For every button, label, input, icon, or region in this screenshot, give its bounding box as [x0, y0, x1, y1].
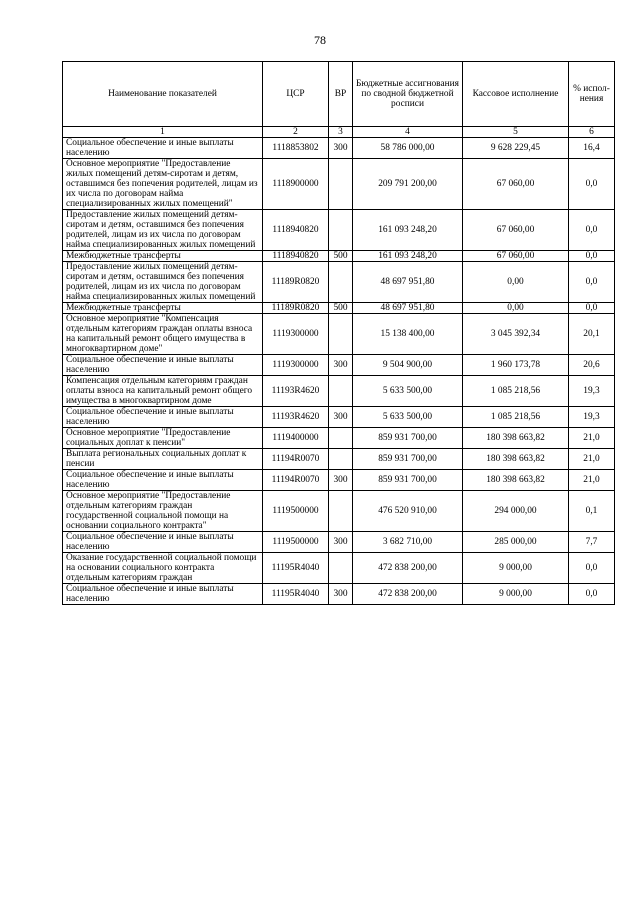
vr-code: 300 — [329, 407, 353, 428]
indicator-name: Межбюджетные трансферты — [63, 303, 263, 314]
csr-code: 1119500000 — [263, 491, 329, 532]
csr-code: 1118900000 — [263, 159, 329, 210]
execution-percent: 0,1 — [569, 491, 615, 532]
cash-executed: 9 000,00 — [463, 584, 569, 605]
indicator-name: Социальное обеспечение и иные выплаты населению — [63, 407, 263, 428]
execution-percent: 19,3 — [569, 407, 615, 428]
vr-code — [329, 553, 353, 584]
header-vr: ВР — [329, 62, 353, 127]
header-csr: ЦСР — [263, 62, 329, 127]
indicator-name: Основное мероприятие "Предоставление жилых помещений детям-сиротам и детям, оставшимся без попечения родителей, лицам из их числа по договорам найма специализированных жилых помещений" — [63, 159, 263, 210]
vr-code — [329, 491, 353, 532]
indicator-name: Оказание государственной социальной помощи на основании социального контракта отдельным категориям граждан — [63, 553, 263, 584]
vr-code — [329, 314, 353, 355]
table-row — [63, 251, 615, 262]
vr-code — [329, 210, 353, 251]
execution-percent: 0,0 — [569, 584, 615, 605]
table-row — [63, 303, 615, 314]
header-execution-percent: % испол-нения — [569, 62, 615, 127]
vr-code: 300 — [329, 470, 353, 491]
csr-code: 1119400000 — [263, 428, 329, 449]
budget-assigned: 5 633 500,00 — [353, 376, 463, 407]
indicator-name: Социальное обеспечение и иные выплаты населению — [63, 355, 263, 376]
budget-assigned: 15 138 400,00 — [353, 314, 463, 355]
indicator-name: Компенсация отдельным категориям граждан оплаты взноса на капитальный ремонт общего имущества в многоквартирном доме — [63, 376, 263, 407]
budget-assigned: 472 838 200,00 — [353, 553, 463, 584]
execution-percent: 0,0 — [569, 210, 615, 251]
table-row — [63, 553, 615, 584]
csr-code: 11193R4620 — [263, 407, 329, 428]
budget-assigned: 9 504 900,00 — [353, 355, 463, 376]
csr-code: 1118940820 — [263, 251, 329, 262]
cash-executed: 9 628 229,45 — [463, 138, 569, 159]
table-row — [63, 449, 615, 470]
cash-executed: 180 398 663,82 — [463, 470, 569, 491]
vr-code — [329, 376, 353, 407]
csr-code: 1119300000 — [263, 314, 329, 355]
execution-percent: 0,0 — [569, 262, 615, 303]
cash-executed: 1 085 218,56 — [463, 376, 569, 407]
csr-code: 11189R0820 — [263, 262, 329, 303]
csr-code: 1118940820 — [263, 210, 329, 251]
vr-code: 500 — [329, 303, 353, 314]
cash-executed: 67 060,00 — [463, 210, 569, 251]
vr-code — [329, 159, 353, 210]
execution-percent: 0,0 — [569, 303, 615, 314]
cash-executed: 180 398 663,82 — [463, 428, 569, 449]
csr-code: 1118853802 — [263, 138, 329, 159]
budget-assigned: 48 697 951,80 — [353, 303, 463, 314]
budget-execution-table — [62, 61, 615, 605]
execution-percent: 20,1 — [569, 314, 615, 355]
budget-assigned: 161 093 248,20 — [353, 251, 463, 262]
csr-code: 11195R4040 — [263, 553, 329, 584]
column-number: 3 — [329, 127, 353, 138]
cash-executed: 180 398 663,82 — [463, 449, 569, 470]
table-row — [63, 407, 615, 428]
csr-code: 11193R4620 — [263, 376, 329, 407]
vr-code — [329, 449, 353, 470]
indicator-name: Предоставление жилых помещений детям-сиротам и детям, оставшимся без попечения родителей, лицам из их числа по договорам найма специализированных жилых помещений — [63, 210, 263, 251]
cash-executed: 1 960 173,78 — [463, 355, 569, 376]
budget-assigned: 476 520 910,00 — [353, 491, 463, 532]
execution-percent: 20,6 — [569, 355, 615, 376]
table-row — [63, 159, 615, 210]
vr-code: 500 — [329, 251, 353, 262]
header-cash-execution: Кассовое исполнение — [463, 62, 569, 127]
column-number: 1 — [63, 127, 263, 138]
csr-code: 11194R0070 — [263, 449, 329, 470]
cash-executed: 1 085 218,56 — [463, 407, 569, 428]
cash-executed: 285 000,00 — [463, 532, 569, 553]
indicator-name: Социальное обеспечение и иные выплаты населению — [63, 532, 263, 553]
indicator-name: Основное мероприятие "Компенсация отдельным категориям граждан оплаты взноса на капитальный ремонт общего имущества в многоквартирном доме" — [63, 314, 263, 355]
table-row — [63, 532, 615, 553]
csr-code: 11194R0070 — [263, 470, 329, 491]
column-number: 2 — [263, 127, 329, 138]
budget-assigned: 5 633 500,00 — [353, 407, 463, 428]
budget-assigned: 3 682 710,00 — [353, 532, 463, 553]
table-row — [63, 355, 615, 376]
indicator-name: Основное мероприятие "Предоставление отдельным категориям граждан государственной социальной помощи на основании социального контракта" — [63, 491, 263, 532]
execution-percent: 21,0 — [569, 470, 615, 491]
vr-code — [329, 262, 353, 303]
execution-percent: 0,0 — [569, 251, 615, 262]
column-number: 4 — [353, 127, 463, 138]
cash-executed: 0,00 — [463, 303, 569, 314]
budget-assigned: 161 093 248,20 — [353, 210, 463, 251]
table-row — [63, 584, 615, 605]
indicator-name: Социальное обеспечение и иные выплаты населению — [63, 470, 263, 491]
execution-percent: 21,0 — [569, 428, 615, 449]
table-row — [63, 491, 615, 532]
execution-percent: 7,7 — [569, 532, 615, 553]
table-row — [63, 262, 615, 303]
budget-assigned: 48 697 951,80 — [353, 262, 463, 303]
vr-code: 300 — [329, 584, 353, 605]
cash-executed: 67 060,00 — [463, 159, 569, 210]
column-number-row — [63, 127, 615, 138]
cash-executed: 3 045 392,34 — [463, 314, 569, 355]
execution-percent: 19,3 — [569, 376, 615, 407]
vr-code — [329, 428, 353, 449]
vr-code: 300 — [329, 532, 353, 553]
cash-executed: 0,00 — [463, 262, 569, 303]
table-row — [63, 428, 615, 449]
budget-assigned: 209 791 200,00 — [353, 159, 463, 210]
table-row — [63, 470, 615, 491]
budget-assigned: 859 931 700,00 — [353, 470, 463, 491]
indicator-name: Выплата региональных социальных доплат к пенсии — [63, 449, 263, 470]
indicator-name: Основное мероприятие "Предоставление социальных доплат к пенсии" — [63, 428, 263, 449]
csr-code: 1119500000 — [263, 532, 329, 553]
header-indicator-name: Наименование показателей — [63, 62, 263, 127]
budget-assigned: 859 931 700,00 — [353, 449, 463, 470]
table-row — [63, 376, 615, 407]
column-number: 6 — [569, 127, 615, 138]
csr-code: 11195R4040 — [263, 584, 329, 605]
cash-executed: 294 000,00 — [463, 491, 569, 532]
vr-code: 300 — [329, 355, 353, 376]
cash-executed: 67 060,00 — [463, 251, 569, 262]
table-row — [63, 210, 615, 251]
indicator-name: Межбюджетные трансферты — [63, 251, 263, 262]
indicator-name: Социальное обеспечение и иные выплаты населению — [63, 138, 263, 159]
budget-assigned: 58 786 000,00 — [353, 138, 463, 159]
indicator-name: Предоставление жилых помещений детям-сиротам и детям, оставшимся без попечения родителей, лицам из их числа по договорам найма специализированных жилых помещений — [63, 262, 263, 303]
cash-executed: 9 000,00 — [463, 553, 569, 584]
csr-code: 11189R0820 — [263, 303, 329, 314]
execution-percent: 21,0 — [569, 449, 615, 470]
table-row — [63, 314, 615, 355]
vr-code: 300 — [329, 138, 353, 159]
csr-code: 1119300000 — [263, 355, 329, 376]
header-budget-assignments: Бюджетные ассигнования по сводной бюджетной росписи — [353, 62, 463, 127]
indicator-name: Социальное обеспечение и иные выплаты населению — [63, 584, 263, 605]
table-row — [63, 138, 615, 159]
header-row — [63, 62, 615, 127]
budget-assigned: 859 931 700,00 — [353, 428, 463, 449]
page-number: 78 — [314, 33, 326, 47]
budget-assigned: 472 838 200,00 — [353, 584, 463, 605]
execution-percent: 0,0 — [569, 159, 615, 210]
column-number: 5 — [463, 127, 569, 138]
execution-percent: 16,4 — [569, 138, 615, 159]
execution-percent: 0,0 — [569, 553, 615, 584]
